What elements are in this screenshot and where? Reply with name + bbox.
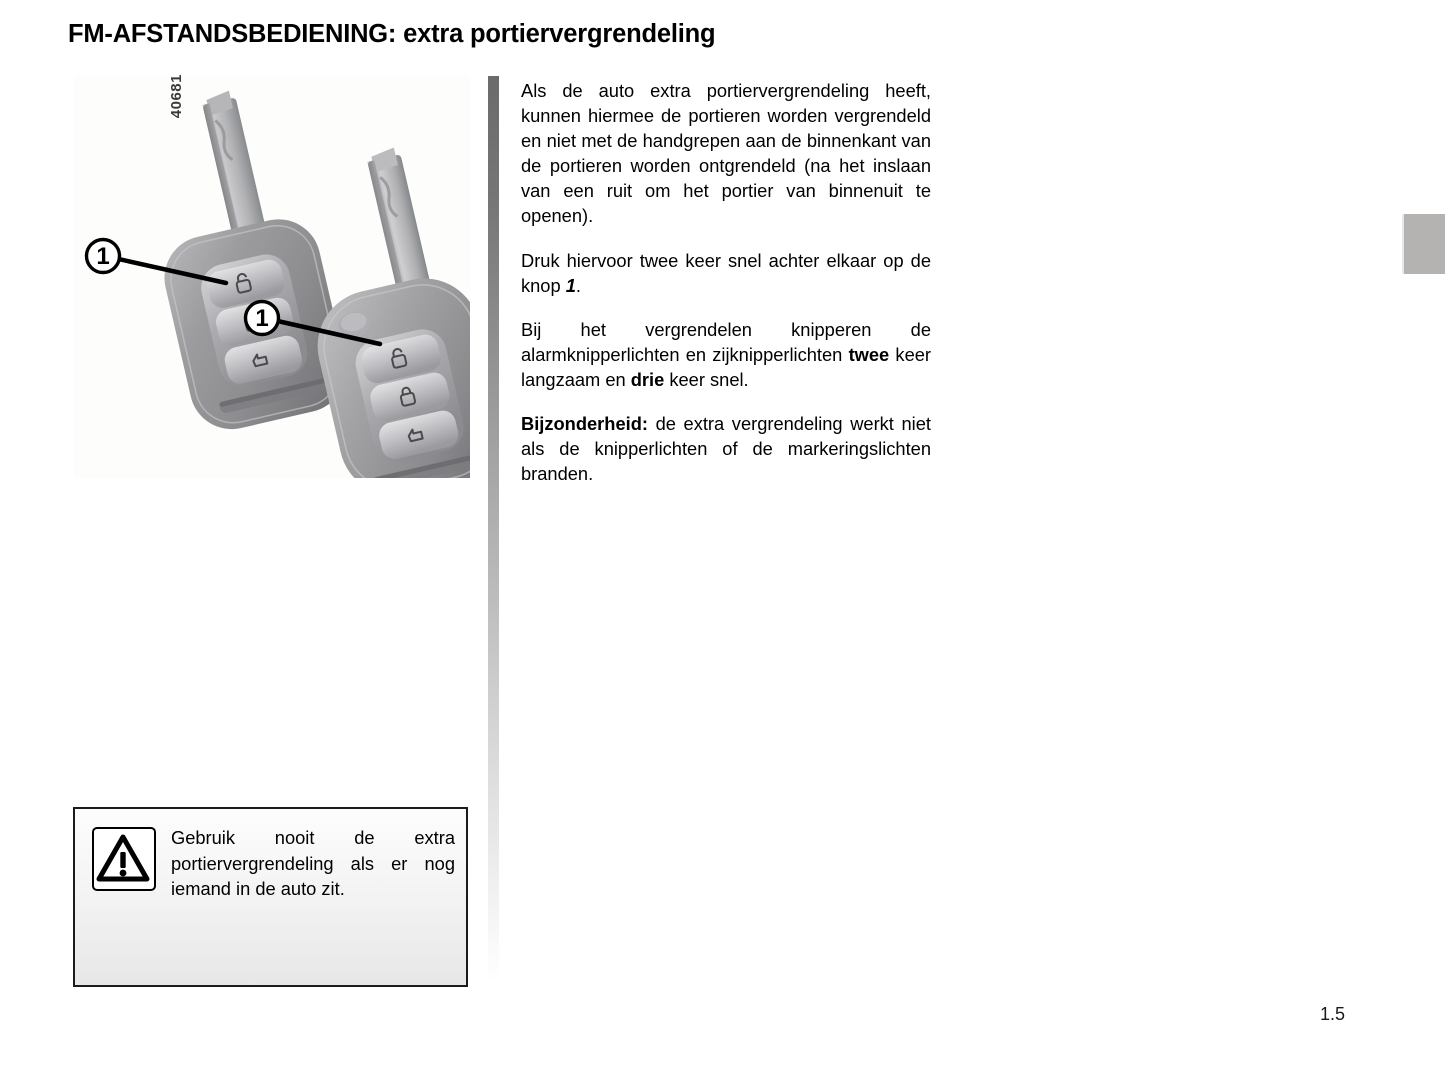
key-fob-illustration xyxy=(74,76,470,478)
paragraph-1: Als de auto extra portiervergrendeling heeft, kunnen hiermee de portieren worden vergrendeld en niet met de handgrepen aan de binnenkant van de portieren worden ontgrendeld (na het inslaan van een ruit om het portier van binnenuit te openen). xyxy=(521,80,931,227)
paragraph-4 xyxy=(521,411,931,486)
paragraph-3-text: Bij het vergrendelen knipperen de alarmknipperlichten en zijknipperlichten xyxy=(521,318,931,365)
figure-reference-code: 40681 xyxy=(168,74,185,119)
warning-text: Gebruik nooit de extra portiervergrendeling als er nog iemand in de auto zit. xyxy=(171,827,455,899)
emphasis-twee: twee xyxy=(848,343,890,365)
paragraph-3-end: keer snel. xyxy=(664,368,749,390)
key-fob-left xyxy=(156,90,354,438)
body-text-column xyxy=(521,78,931,486)
figure-illustration-block xyxy=(74,76,470,478)
callout-label-2: 1 xyxy=(255,305,269,332)
paragraph-3 xyxy=(521,317,931,392)
chapter-thumb-tab xyxy=(1402,214,1445,274)
paragraph-2-text: Druk hiervoor twee keer snel achter elkaar op de knop xyxy=(521,249,931,296)
callout-label-1: 1 xyxy=(96,243,110,270)
emphasis-drie: drie xyxy=(630,368,665,390)
paragraph-4-text: de extra vergrendeling werkt niet als de knipperlichten of de markeringslichten branden. xyxy=(521,413,931,485)
page-title: FM-AFSTANDSBEDIENING: extra portiervergrendeling xyxy=(68,20,716,48)
paragraph-2-end: . xyxy=(575,274,581,296)
key-fob-right xyxy=(306,146,470,478)
column-divider xyxy=(488,76,499,982)
paragraph-3-mid: keer langzaam en xyxy=(521,343,931,390)
label-bijzonderheid: Bijzonderheid: xyxy=(521,413,648,435)
warning-triangle-icon xyxy=(92,827,156,891)
warning-box xyxy=(73,807,468,987)
button-number-emphasis: 1 xyxy=(565,274,576,296)
page-number: 1.5 xyxy=(1320,1004,1346,1024)
paragraph-2 xyxy=(521,248,931,298)
